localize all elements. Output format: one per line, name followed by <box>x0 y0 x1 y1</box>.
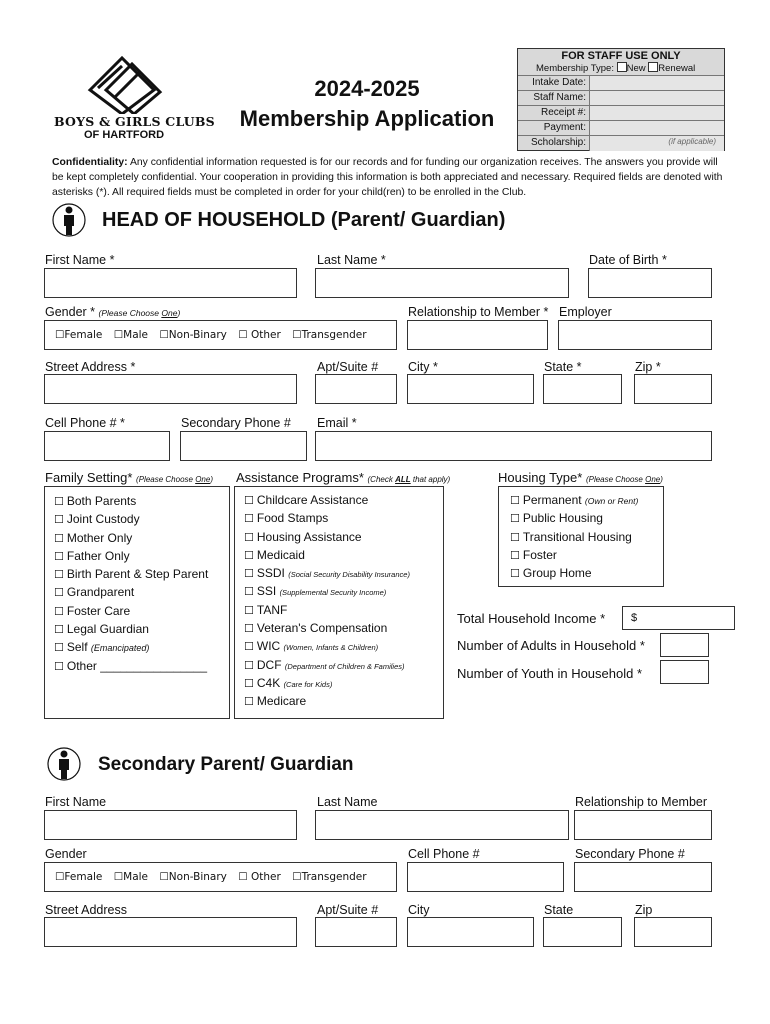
scholarship-field[interactable] <box>589 136 724 151</box>
income-prefix: $ <box>631 612 638 624</box>
assist-option[interactable]: ☐ Medicaid <box>244 547 305 562</box>
assist-note-all: ALL <box>395 475 411 484</box>
payment-field[interactable] <box>589 121 724 136</box>
assist-option-label: Housing Assistance <box>256 529 362 544</box>
assistance-heading <box>236 470 450 485</box>
sec-gender-nonbinary-option[interactable]: ☐Non-Binary <box>159 871 227 883</box>
email-label: Email * <box>317 416 357 430</box>
sec-secondary-phone-input[interactable] <box>574 862 712 892</box>
state-label: State * <box>544 360 582 374</box>
family-option[interactable]: ☐ Joint Custody <box>54 512 140 527</box>
housing-option[interactable]: ☐ Public Housing <box>510 511 603 526</box>
assist-option[interactable]: ☐ WIC (Women, Infants & Children) <box>244 639 379 654</box>
apt-label: Apt/Suite # <box>317 360 379 374</box>
housing-option-label: Public Housing <box>522 511 603 526</box>
employer-label: Employer <box>559 305 612 319</box>
apt-input[interactable] <box>315 374 397 404</box>
family-option[interactable]: ☐ Foster Care <box>54 603 131 618</box>
assist-note-pre: (Check <box>367 475 396 484</box>
membership-type-label: Membership Type: <box>536 63 614 74</box>
cell-label: Cell Phone # * <box>45 416 125 430</box>
sec-gender-options <box>55 871 375 883</box>
zip-input[interactable] <box>634 374 712 404</box>
housing-option[interactable]: ☐ Foster <box>510 547 557 562</box>
membership-type <box>536 62 695 74</box>
assist-option[interactable]: ☐ SSI (Supplemental Security Income) <box>244 584 387 599</box>
staff-row-scholarship <box>518 135 724 151</box>
scholarship-label: Scholarship: <box>530 137 586 148</box>
cell-input[interactable] <box>44 431 170 461</box>
head-section-heading: HEAD OF HOUSEHOLD (Parent/ Guardian) <box>102 209 506 231</box>
youth-input[interactable] <box>660 660 709 684</box>
family-option[interactable]: ☐ Legal Guardian <box>54 622 149 637</box>
sec-apt-input[interactable] <box>315 917 397 947</box>
bgc-logo <box>48 52 213 144</box>
sec-zip-input[interactable] <box>634 917 712 947</box>
family-option-label: Grandparent <box>66 585 135 600</box>
sec-zip-label: Zip <box>635 903 653 917</box>
assist-option-label: DCF <box>256 657 282 672</box>
confidentiality-notice <box>52 155 728 200</box>
street-input[interactable] <box>44 374 297 404</box>
housing-option-label: Permanent <box>522 493 582 507</box>
form-year: 2024-2025 <box>314 76 420 101</box>
receipt-field[interactable] <box>589 106 724 121</box>
assist-option-label: TANF <box>256 602 288 617</box>
assist-option[interactable]: ☐ Food Stamps <box>244 511 329 526</box>
assist-option[interactable]: ☐ Veteran's Compensation <box>244 621 388 636</box>
staff-name-label: Staff Name: <box>533 92 586 103</box>
dob-label: Date of Birth * <box>589 253 667 267</box>
family-option-label: Father Only <box>66 548 130 563</box>
family-setting-list <box>54 492 208 675</box>
housing-note-post: ) <box>660 475 663 484</box>
sec-state-input[interactable] <box>543 917 622 947</box>
family-option[interactable]: ☐ Grandparent <box>54 585 135 600</box>
family-option-label: Birth Parent & Step Parent <box>66 567 209 582</box>
sec-gender-other-option[interactable]: ☐ Other <box>238 871 281 883</box>
sec-last-name-label: Last Name <box>317 795 378 809</box>
payment-label: Payment: <box>543 122 586 133</box>
sec-cell-label: Cell Phone # <box>408 847 480 861</box>
staff-row-payment <box>518 120 724 136</box>
family-option[interactable]: ☐ Other ________________ <box>54 658 208 673</box>
assist-option-label: Veteran's Compensation <box>256 621 388 636</box>
housing-label: Housing Type* <box>498 470 583 485</box>
sec-first-name-label: First Name <box>45 795 107 809</box>
sec-city-label: City <box>408 903 430 917</box>
housing-list <box>510 491 638 582</box>
secondary-section-heading: Secondary Parent/ Guardian <box>98 754 354 775</box>
assist-option-label: Medicare <box>256 694 307 709</box>
housing-option-label: Group Home <box>522 566 592 581</box>
gender-other-option[interactable]: ☐ Other <box>238 329 281 341</box>
staff-box-title: FOR STAFF USE ONLY <box>561 50 681 62</box>
assist-option[interactable]: ☐ Housing Assistance <box>244 529 362 544</box>
renewal-label: Renewal <box>658 63 696 74</box>
sec-cell-input[interactable] <box>407 862 564 892</box>
city-label: City * <box>408 360 438 374</box>
gender-note-pre: (Please Choose <box>98 308 162 318</box>
new-label: New <box>626 63 646 74</box>
family-option[interactable]: ☐ Self (Emancipated) <box>54 640 150 655</box>
state-input[interactable] <box>543 374 622 404</box>
sec-gender-transgender-option[interactable]: ☐Transgender <box>292 871 367 883</box>
family-setting-label: Family Setting* <box>45 470 133 485</box>
assist-option[interactable]: ☐ C4K (Care for Kids) <box>244 675 333 690</box>
housing-option[interactable]: ☐ Permanent (Own or Rent) <box>510 493 639 507</box>
relationship-input[interactable] <box>407 320 548 350</box>
family-option-label: Legal Guardian <box>66 622 149 637</box>
housing-option-label: Transitional Housing <box>522 529 632 544</box>
assist-option[interactable]: ☐ SSDI (Social Security Disability Insurance) <box>244 566 410 581</box>
staff-row-receipt <box>518 105 724 121</box>
assist-option[interactable]: ☐ TANF <box>244 602 288 617</box>
gender-options <box>55 329 375 341</box>
first-name-label: First Name * <box>45 253 115 267</box>
sec-secondary-phone-label: Secondary Phone # <box>575 847 685 861</box>
employer-input[interactable] <box>558 320 712 350</box>
assist-option-label: Food Stamps <box>256 511 329 526</box>
housing-heading <box>498 470 663 485</box>
form-title: Membership Application <box>239 106 495 131</box>
family-note-pre: (Please Choose <box>136 475 196 484</box>
gender-label: Gender * <box>45 305 96 319</box>
housing-option[interactable]: ☐ Group Home <box>510 566 592 581</box>
family-note-post: ) <box>210 475 213 484</box>
confidentiality-label: Confidentiality: <box>52 157 128 168</box>
zip-label: Zip * <box>635 360 661 374</box>
sec-street-input[interactable] <box>44 917 297 947</box>
dcf-note: (Department of Children & Families) <box>284 661 405 671</box>
staff-row-name <box>518 90 724 106</box>
secondary-phone-label: Secondary Phone # <box>181 416 291 430</box>
sec-state-label: State <box>544 903 574 917</box>
gender-options-box <box>44 320 397 350</box>
assistance-list <box>244 491 410 711</box>
sec-relationship-label: Relationship to Member <box>575 795 708 809</box>
sec-gender-options-box <box>44 862 397 892</box>
family-option-label: Both Parents <box>66 494 137 508</box>
sec-street-label: Street Address <box>45 903 127 917</box>
youth-label: Number of Youth in Household * <box>457 666 643 681</box>
family-option[interactable]: ☐ Both Parents <box>54 494 137 508</box>
family-option-label: Joint Custody <box>66 512 140 527</box>
permanent-note: (Own or Rent) <box>584 496 639 506</box>
street-label: Street Address * <box>45 360 136 374</box>
assist-option[interactable]: ☐ Childcare Assistance <box>244 493 369 507</box>
assist-note-post: that apply) <box>410 475 451 484</box>
intake-date-field[interactable] <box>589 76 724 91</box>
confidentiality-text: Any confidential information requested is for our records and for funding our organization receives. The answers you provide will be kept completely confidential. Your cooperation in providing this information is both appreciated and necessary. Required fields are denoted with asterisks (*). All required fields must be completed in order for your child(ren) to be enrolled in the Club. <box>52 157 723 198</box>
sec-gender-label: Gender <box>45 847 87 861</box>
assist-option-label: C4K <box>256 675 281 690</box>
first-name-input[interactable] <box>44 268 297 298</box>
assistance-box <box>234 486 444 719</box>
family-option-label: Self <box>66 640 88 655</box>
staff-row-intake <box>518 75 724 91</box>
gender-nonbinary-option[interactable]: ☐Non-Binary <box>159 329 227 341</box>
org-name: BOYS & GIRLS CLUBS <box>54 114 215 129</box>
staff-use-box <box>517 48 725 151</box>
family-option[interactable]: ☐ Mother Only <box>54 530 133 545</box>
sec-gender-female-option[interactable]: ☐Female <box>55 871 103 883</box>
receipt-label: Receipt #: <box>540 107 586 118</box>
adults-input[interactable] <box>660 633 709 657</box>
sec-last-name-input[interactable] <box>315 810 569 840</box>
family-self-note: (Emancipated) <box>90 643 150 654</box>
assist-option-label: Childcare Assistance <box>256 493 369 507</box>
family-note-one: One <box>195 475 211 484</box>
staff-name-field[interactable] <box>589 91 724 106</box>
assist-option[interactable]: ☐ DCF (Department of Children & Families) <box>244 657 405 672</box>
family-setting-heading <box>45 470 213 485</box>
bgc-logo-icon <box>48 52 213 114</box>
sec-apt-label: Apt/Suite # <box>317 903 379 917</box>
housing-note-pre: (Please Choose <box>585 475 646 484</box>
assist-option-label: WIC <box>256 639 281 654</box>
housing-note-one: One <box>645 475 661 484</box>
sec-relationship-input[interactable] <box>574 810 712 840</box>
family-option[interactable]: ☐ Father Only <box>54 548 130 563</box>
wic-note: (Women, Infants & Children) <box>283 643 379 653</box>
renewal-checkbox[interactable] <box>648 62 658 72</box>
org-location: OF HARTFORD <box>84 129 165 141</box>
housing-option-label: Foster <box>522 547 557 562</box>
family-option-label: Mother Only <box>66 530 133 545</box>
city-input[interactable] <box>407 374 534 404</box>
income-label: Total Household Income * <box>457 611 606 626</box>
income-input[interactable] <box>622 606 735 630</box>
ssi-note: (Supplemental Security Income) <box>279 588 387 598</box>
gender-note-post: ) <box>177 308 181 318</box>
gender-female-option[interactable]: ☐Female <box>55 329 103 341</box>
gender-label-group <box>45 305 180 319</box>
family-option-label: Other ________________ <box>66 658 208 673</box>
housing-option[interactable]: ☐ Transitional Housing <box>510 529 632 544</box>
sec-city-input[interactable] <box>407 917 534 947</box>
ssdi-note: (Social Security Disability Insurance) <box>288 570 410 580</box>
gender-note-one: One <box>161 308 178 318</box>
gender-transgender-option[interactable]: ☐Transgender <box>292 329 367 341</box>
c4k-note: (Care for Kids) <box>283 679 333 689</box>
family-setting-box <box>44 486 230 719</box>
relationship-label: Relationship to Member * <box>408 305 549 319</box>
assist-option-label: SSI <box>256 584 277 599</box>
person-icon <box>47 746 83 788</box>
secondary-phone-input[interactable] <box>180 431 307 461</box>
last-name-input[interactable] <box>315 268 569 298</box>
adults-label: Number of Adults in Household * <box>457 638 645 653</box>
family-option[interactable]: ☐ Birth Parent & Step Parent <box>54 567 209 582</box>
last-name-label: Last Name * <box>317 253 386 267</box>
housing-box <box>498 486 664 587</box>
assist-option-label: Medicaid <box>256 547 305 562</box>
intake-date-label: Intake Date: <box>532 77 586 88</box>
assist-option-label: SSDI <box>256 566 285 581</box>
new-checkbox[interactable] <box>617 62 627 72</box>
assistance-label: Assistance Programs* <box>236 470 364 485</box>
email-input[interactable] <box>315 431 712 461</box>
sec-gender-male-option[interactable]: ☐Male <box>113 871 149 883</box>
sec-first-name-input[interactable] <box>44 810 297 840</box>
person-icon <box>52 202 88 244</box>
if-applicable-note: (if applicable) <box>668 137 716 146</box>
family-option-label: Foster Care <box>66 603 131 618</box>
assist-option[interactable]: ☐ Medicare <box>244 694 307 709</box>
gender-male-option[interactable]: ☐Male <box>113 329 149 341</box>
dob-input[interactable] <box>588 268 712 298</box>
